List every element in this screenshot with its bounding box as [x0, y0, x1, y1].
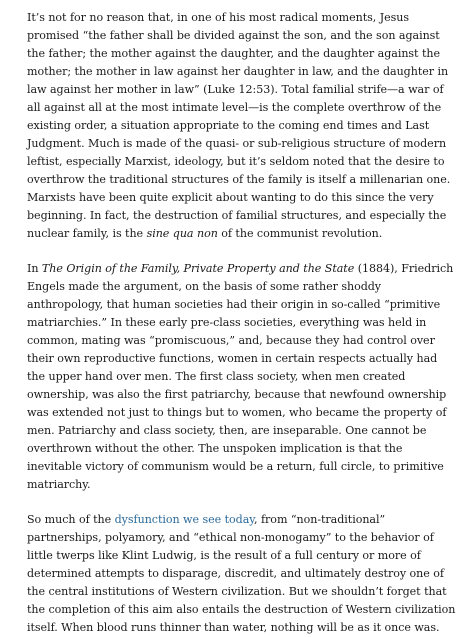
- latin-phrase: sine qua non: [146, 227, 218, 240]
- paragraph-1: [27, 9, 457, 243]
- paragraph-3: [27, 511, 457, 637]
- paragraph-2-text: (1884), Friedrich Engels made the argument, on the basis of some rather shoddy anthropology, that human societies had their origin in so-called “primitive matriarchies.” In these early pre-class societies, everything was held in common, mating was “promiscuous,” and, because they had control over their own reproductive functions, women in certain respects actually had the upper hand over men. The first class society, when men created ownership, was also the first patriarchy, because that newfound ownership was extended not just to things but to women, who became the property of men. Patriarchy and class society, then, are inseparable. One cannot be overthrown without the other. The unspoken implication is that the inevitable victory of communism would be a return, full circle, to primitive matriarchy.: [27, 262, 454, 491]
- book-title: The Origin of the Family, Private Property and the State: [41, 262, 355, 275]
- paragraph-2-text-start: In: [27, 262, 42, 275]
- paragraph-3-text: , from “non-traditional” partnerships, polyamory, and “ethical non-monogamy” to the behavior of little twerps like Klint Ludwig, is the result of a full century or more of determined attempts to disparage, discredit, and ultimately destroy one of the central institutions of Western civilization. But we shouldn’t forget that the completion of this aim also entails the destruction of Western civilization itself. When blood runs thinner than water, nothing will be as it once was.: [27, 513, 456, 634]
- paragraph-2: [27, 260, 457, 494]
- paragraph-1-text-end: of the communist revolution.: [217, 227, 383, 240]
- paragraph-3-text-start: So much of the: [27, 513, 115, 526]
- paragraph-1-text: It’s not for no reason that, in one of his most radical moments, Jesus promised “the father shall be divided against the son, and the son against the father; the mother against the daughter, and the daughter against the mother; the mother in law against her daughter in law, and the daughter in law against her mother in law” (Luke 12:53). Total familial strife—a war of all against all at the most intimate level—is the complete overthrow of the existing order, a situation appropriate to the coming end times and Last Judgment. Much is made of the quasi- or sub-religious structure of modern leftist, especially Marxist, ideology, but it’s seldom noted that the desire to overthrow the traditional structures of the family is itself a millenarian one. Marxists have been quite explicit about wanting to do this since the very beginning. In fact, the destruction of familial structures, and especially the nuclear family, is the: [27, 11, 451, 240]
- dysfunction-link[interactable]: dysfunction we see today: [114, 513, 255, 526]
- article-body: [27, 9, 457, 637]
